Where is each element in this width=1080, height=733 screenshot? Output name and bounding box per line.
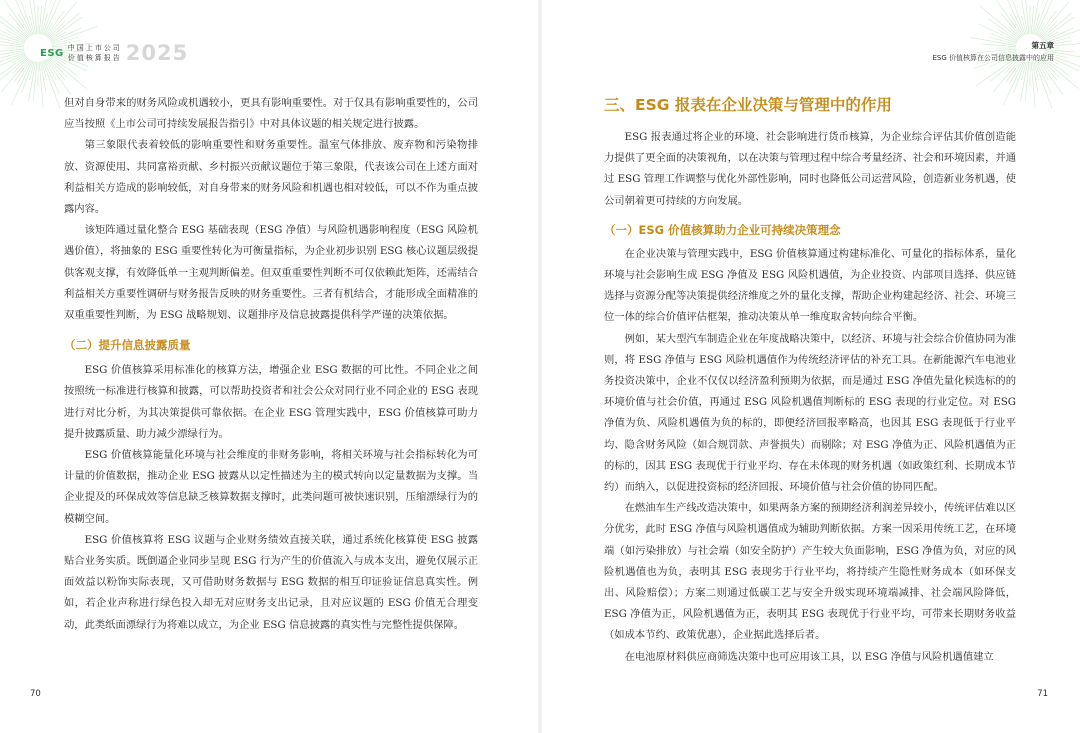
- report-year: 2025: [125, 41, 189, 65]
- paragraph: 在电池原材料供应商筛选决策中也可应用该工具，以 ESG 净值与风险机遇值建立: [624, 650, 994, 663]
- sunburst-ray: [1021, 62, 1028, 101]
- sunburst-ray: [29, 62, 36, 101]
- paragraph: 例如，某大型汽车制造企业在年度战略决策中，以经济、环境与社会综合价值协同为准则，将 ESG 净值与 ESG 风险机遇值作为传统经济评估的补充工具。在新能源汽车电池业务投资决策中，企业不仅仅以经济盈利预期为依据，而是通过 ESG 净值先量化候选标的的环境价值与社会价值，再通过 ESG 风险机遇值判断标的 ESG 表现的行业定位。对 ESG 净值为负、风险机遇值为负的标的，即便经济回报率略高，也因其 ESG 表现低于行业平均、隐含财务风险（如合规罚款、声誉损失）而剔除；对 ESG 净值为正、风险机遇值为正的标的，因其 ESG 表现优于行业平均、存在未体现的财务机遇（如政策红利、长期成本节约）而纳入，以促进投资标的经济回报、环境价值与社会价值的协同匹配。: [604, 332, 1016, 494]
- paragraph: 在燃油车生产线改造决策中，如果两条方案的预期经济利润差异较小，传统评估难以区分优劣，此时 ESG 净值与风险机遇值成为辅助判断依据。方案一因采用传统工艺，在环境端（如污染排放）与社会端（如安全防护）产生较大负面影响，ESG 净值为负，对应的风险机遇值也为负，表明其 ESG 表现劣于行业平均，将持续产生隐性财务成本（如环保支出、风险赔偿）；方案二则通过低碳工艺与安全升级实现环境端减排、社会端风险降低，ESG 净值为正，风险机遇值为正，表明其 ESG 表现优于行业平均，可带来长期财务收益（如成本节约、政策优惠），企业据此选择后者。: [604, 502, 1016, 642]
- paragraph: ESG 报表通过将企业的环境、社会影响进行货币核算，为企业综合评估其价值创造能力提供了更全面的决策视角，以在决策与管理过程中综合考量经济、社会和环境因素，并通过 ESG 管理工作调整与优化外部性影响，同时也降低公司运营风险，创造新业务机遇，使公司朝着更可持续的方向发展。: [604, 131, 1016, 207]
- sunburst-ray: [46, 11, 64, 36]
- sunburst-ray: [9, 14, 29, 38]
- sunburst-ray: [30, 1, 36, 34]
- sunburst-ray: [1012, 0, 1026, 35]
- left-text-column: [64, 93, 478, 636]
- chapter-label: 第五章: [1031, 41, 1054, 50]
- sunburst-ray: [51, 28, 82, 42]
- header-line-2: 价值核算报告: [67, 54, 122, 62]
- sunburst-ray: [39, 62, 43, 108]
- sunburst-ray: [44, 61, 60, 95]
- sunburst-ray: [0, 44, 24, 47]
- sunburst-ray: [1036, 61, 1052, 95]
- paragraph: 第三象限代表着较低的影响重要性和财务重要性。温室气体排放、废弃物和污染物排放、资源使用、共同富裕贡献、乡村振兴贡献议题位于第三象限，代表该公司在上述方面对利益相关方造成的影响较低，对自身带来的财务风险和机遇也相对较低，可以不作为重点披露内容。: [64, 139, 478, 216]
- sunburst-ray: [20, 0, 34, 35]
- esg-tag: ESG: [40, 47, 64, 59]
- header-line-1: 中国上市公司: [67, 44, 122, 52]
- sunburst-ray: [33, 62, 36, 102]
- right-page: [540, 0, 1080, 733]
- sunburst-ray: [1025, 62, 1028, 102]
- sunburst-ray: [1040, 20, 1058, 38]
- sunburst-ray: [48, 20, 66, 38]
- sunburst-ray: [1022, 1, 1028, 34]
- paragraph: ESG 价值核算能量化环境与社会维度的非财务影响，将相关环境与社会指标转化为可计量的价值数据，推动企业 ESG 披露从以定性描述为主的模式转向以定量数据为支撑。当企业提及的环保成效等信息缺乏核算数据支撑时，此类问题可被快速识别，压缩漂绿行为的模糊空间。: [64, 449, 478, 525]
- sunburst-ray: [1036, 0, 1058, 35]
- sunburst-ray: [1031, 62, 1035, 108]
- section-heading: （二）提升信息披露质量: [64, 338, 191, 353]
- right-text-column: [604, 93, 1016, 668]
- sunburst-ray: [44, 0, 66, 35]
- chapter-header: [932, 40, 1054, 63]
- sunburst-ray: [50, 32, 66, 42]
- sunburst-ray: [996, 0, 1022, 37]
- paragraph: 在企业决策与管理实践中，ESG 价值核算通过构建标准化、可量化的指标体系，量化环境与社会影响生成 ESG 净值及 ESG 风险机遇值，为企业投资、内部项目选择、供应链选择与资源分配等决策提供经济维度之外的量化支撑，帮助企业构建起经济、社会、环境三位一体的综合价值评估框架，推动决策从单一维度取舍转向综合平衡。: [604, 247, 1016, 324]
- sunburst-ray: [1001, 14, 1021, 38]
- sunburst-ray: [4, 0, 30, 37]
- page-number: 71: [1037, 689, 1048, 699]
- sunburst-ray: [1007, 0, 1024, 35]
- sunburst-ray: [1038, 11, 1056, 36]
- paragraph: ESG 价值核算采用标准化的核算方法，增强企业 ESG 数据的可比性。不同企业之间按照统一标准进行核算和披露，可以帮助投资者和社会公众对同行业不同企业的 ESG 表现进行对比分析，为其决策提供可靠依据。在企业 ESG 管理实践中，ESG 价值核算可助力提升披露质量、助力减少漂绿行为。: [64, 364, 478, 440]
- paragraph: 但对自身带来的财务风险或机遇较小，更具有影响重要性。对于仅具有影响重要性的，公司应当按照《上市公司可持续发展报告指引》中对具体议题的相关规定进行披露。: [64, 97, 478, 131]
- report-header: [40, 41, 188, 65]
- page-number: 70: [30, 689, 41, 699]
- section-heading: （一）ESG 价值核算助力企业可持续决策理念: [604, 222, 841, 237]
- chapter-subtitle: ESG 价值核算在公司信息披露中的应用: [932, 54, 1054, 62]
- paragraph: 该矩阵通过量化整合 ESG 基础表现（ESG 净值）与风险机遇影响程度（ESG 风险机遇价值），将抽象的 ESG 重要性转化为可衡量指标，为企业初步识别 ESG 核心议题层级提供客观支撑，有效降低单一主观判断偏差。但双重重要性判断不可仅依赖此矩阵，还需结合利益相关方重要性调研与财务报告反映的财务重要性。三者有机结合，才能形成全面精准的双重重要性判断，为 ESG 战略规划、议题排序及信息披露提供科学严谨的决策依据。: [64, 224, 478, 322]
- paragraph: ESG 价值核算将 ESG 议题与企业财务绩效直接关联，通过系统化核算使 ESG 披露贴合业务实质。既倒逼企业同步呈现 ESG 行为产生的价值流入与成本支出，避免仅展示正面效益以粉饰实际表现，又可借助财务数据与 ESG 数据的相互印证验证信息真实性。例如，若企业声称进行绿色投入却无对应财务支出记录，且对应议题的 ESG 价值无合理变动，此类纸面漂绿行为将难以成立，为企业 ESG 信息披露的真实性与完整性提供保障。: [64, 533, 478, 631]
- sunburst-ray: [15, 0, 32, 35]
- main-heading: 三、ESG 报表在企业决策与管理中的作用: [604, 96, 892, 114]
